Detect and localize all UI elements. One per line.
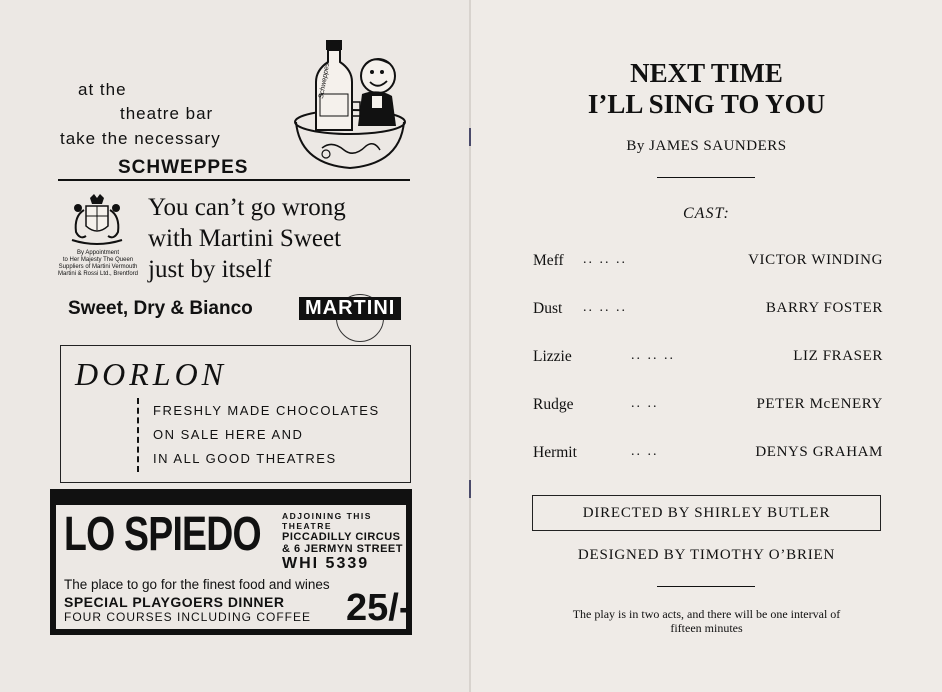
cast-dots: .. .. .. xyxy=(631,348,675,363)
play-title-line-1: NEXT TIME xyxy=(630,58,783,88)
cast-row xyxy=(533,252,883,274)
schweppes-line-3: take the necessary xyxy=(60,129,221,148)
martini-tagline: Sweet, Dry & Bianco xyxy=(68,298,253,319)
cast-list xyxy=(533,252,883,482)
martini-line-3: just by itself xyxy=(148,256,272,283)
lo-spiedo-logo: LO SPIEDO xyxy=(64,508,261,561)
cast-actor: PETER McENERY xyxy=(756,396,883,412)
author: By JAMES SAUNDERS xyxy=(626,138,787,154)
credits-divider xyxy=(657,586,755,587)
schweppes-ad xyxy=(0,0,471,182)
cast-dots: .. .. .. xyxy=(583,252,627,267)
schweppes-line-1: at the xyxy=(78,80,127,99)
martini-line-1: You can’t go wrong xyxy=(148,194,346,221)
bottle-label: Schweppes xyxy=(318,62,332,100)
designer-credit: DESIGNED BY TIMOTHY O’BRIEN xyxy=(577,547,836,563)
cast-dots: .. .. xyxy=(631,396,659,411)
martini-ad xyxy=(0,184,471,334)
director-box xyxy=(532,495,881,531)
schweppes-divider xyxy=(58,179,410,181)
cast-role: Rudge xyxy=(533,396,574,413)
cast-role: Meff xyxy=(533,252,564,269)
cast-dots: .. .. .. xyxy=(583,300,627,315)
dorlon-dashed-rule xyxy=(137,398,139,472)
royal-crest-icon xyxy=(68,192,126,248)
lo-spiedo-price: 25/- xyxy=(346,587,412,629)
cast-actor: DENYS GRAHAM xyxy=(755,444,883,460)
dorlon-line-2: ON SALE HERE AND xyxy=(153,427,304,442)
lo-spiedo-special: SPECIAL PLAYGOERS DINNER xyxy=(64,594,285,610)
cast-heading: CAST: xyxy=(683,205,730,222)
martini-brand: MARTINI xyxy=(299,297,401,320)
royal-appointment: By Appointment to Her Majesty The Queen Suppliers of Martini Vermouth Martini & Rossi Ltd., Brentford xyxy=(57,250,139,277)
dorlon-title: DORLON xyxy=(75,356,228,392)
location-line-1: PICCADILLY CIRCUS xyxy=(282,531,401,543)
location-line-2: & 6 JERMYN STREET xyxy=(282,543,403,555)
schweppes-illustration-icon xyxy=(292,36,410,172)
phone-number: WHI 5339 xyxy=(282,555,370,572)
lo-spiedo-ad xyxy=(50,489,412,635)
interval-note xyxy=(471,607,942,635)
schweppes-line-2: theatre bar xyxy=(120,104,214,123)
lo-spiedo-courses: FOUR COURSES INCLUDING COFFEE xyxy=(64,610,312,624)
cast-row xyxy=(533,300,883,322)
interval-note-line-1: The play is in two acts, and there will be one interval of xyxy=(572,607,841,621)
cast-row xyxy=(533,396,883,418)
interval-note-line-2: fifteen minutes xyxy=(670,621,743,635)
dorlon-line-3: IN ALL GOOD THEATRES xyxy=(153,451,337,466)
title-divider xyxy=(657,177,755,178)
martini-line-2: with Martini Sweet xyxy=(148,225,342,252)
cast-role: Lizzie xyxy=(533,348,572,365)
dorlon-ad xyxy=(60,345,411,483)
cast-row xyxy=(533,444,883,466)
schweppes-brand: SCHWEPPES xyxy=(118,157,249,178)
cast-actor: LIZ FRASER xyxy=(793,348,883,364)
dorlon-line-1: FRESHLY MADE CHOCOLATES xyxy=(153,403,380,418)
cast-row xyxy=(533,348,883,370)
cast-role: Hermit xyxy=(533,444,577,461)
cast-actor: BARRY FOSTER xyxy=(765,300,883,316)
play-title-line-2: I’LL SING TO YOU xyxy=(587,89,826,119)
cast-role: Dust xyxy=(533,300,563,317)
lo-spiedo-place: The place to go for the finest food and wines xyxy=(64,577,330,592)
cast-dots: .. .. xyxy=(631,444,659,459)
adjoining-text: ADJOINING THIS THEATRE xyxy=(282,511,372,531)
cast-actor: VICTOR WINDING xyxy=(748,252,883,268)
director-credit: DIRECTED BY SHIRLEY BUTLER xyxy=(582,505,831,521)
right-page xyxy=(471,0,942,692)
lo-spiedo-address xyxy=(282,511,406,573)
